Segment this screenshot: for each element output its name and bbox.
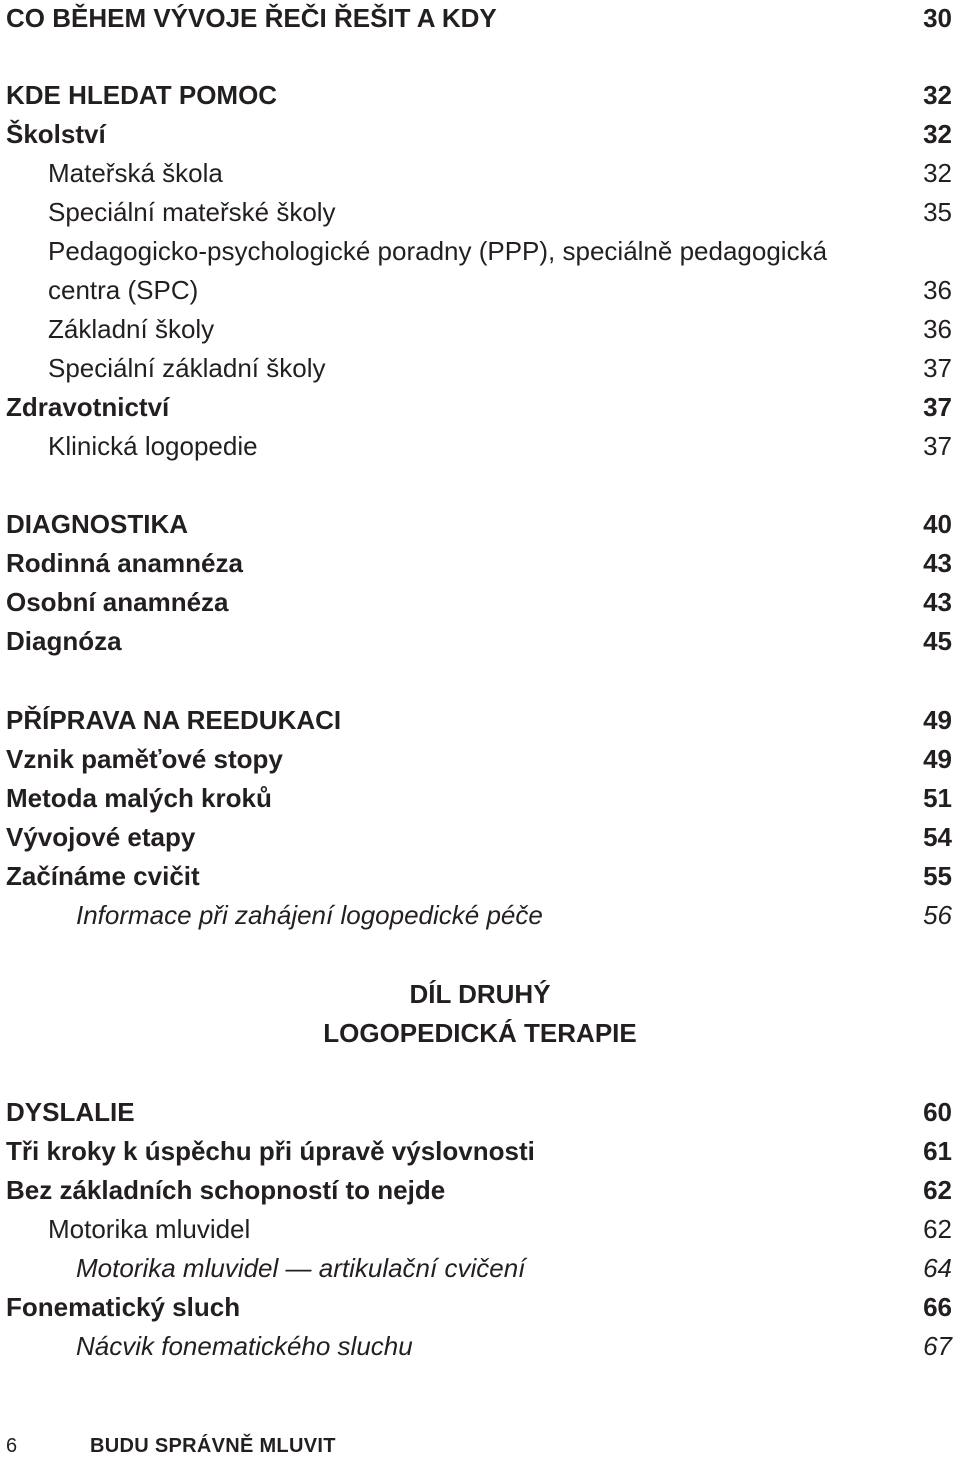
toc-entry [0,780,960,816]
toc-entry-page: 55 [923,861,952,891]
toc-entry [0,897,960,933]
toc-entry-title: Zdravotnictví [6,392,170,422]
toc-entry-title: centra (SPC) [48,275,199,305]
toc-entry [0,194,960,230]
toc-entry-title: KDE HLEDAT POMOC [6,80,278,110]
toc-entry [0,702,960,738]
toc-entry [0,1289,960,1325]
toc-entry-title: Bez základních schopností to nejde [6,1175,446,1205]
toc-entry-title: Motorika mluvidel [48,1214,251,1244]
toc-entry-title: Speciální základní školy [48,353,326,383]
toc-entry-title: Metoda malých kroků [6,783,272,813]
toc-entry [0,1250,960,1286]
footer-book-title: BUDU SPRÁVNĚ MLUVIT [90,1435,336,1457]
toc-entry-page: 35 [923,197,952,227]
toc-entry [0,77,960,113]
toc-entry-title: Klinická logopedie [48,431,258,461]
toc-entry [0,1211,960,1247]
toc-entry [0,741,960,777]
toc-entry-page: 37 [923,431,952,461]
toc-entry-title: Diagnóza [6,626,122,656]
toc-entry-page: 37 [923,392,952,422]
toc-entry-page: 60 [923,1097,952,1127]
toc-entry-page: 30 [923,3,952,33]
toc-entry-title: Vznik paměťové stopy [6,744,283,774]
toc-entry [0,233,960,269]
toc-entry-page: 43 [923,548,952,578]
toc-entry-title: CO BĚHEM VÝVOJE ŘEČI ŘEŠIT A KDY [6,3,497,33]
toc-entry-page: 49 [923,705,952,735]
toc-entry-page: 49 [923,744,952,774]
toc-entry-page: 45 [923,626,952,656]
toc-entry [0,311,960,347]
toc-entry-title: Nácvik fonematického sluchu [76,1331,413,1361]
toc-entry [0,584,960,620]
toc-entry [0,506,960,542]
toc-entry-page: 64 [923,1253,952,1283]
toc-entry-page: 51 [923,783,952,813]
toc-entry [0,1328,960,1364]
toc-entry-title: Fonematický sluch [6,1292,241,1322]
toc-entry-page: 36 [923,275,952,305]
toc-entry-page: 32 [923,158,952,188]
toc-entry-page: 43 [923,587,952,617]
toc-entry [0,0,960,36]
toc-entry-title: DIAGNOSTIKA [6,509,188,539]
toc-entry-page: 32 [923,119,952,149]
toc-entry-title: Školství [6,119,106,149]
toc-entry [0,428,960,464]
toc-entry-title: Tři kroky k úspěchu při úpravě výslovnosti [6,1136,535,1166]
toc-entry-title: Informace při zahájení logopedické péče [76,900,543,930]
toc-entry-page: 54 [923,822,952,852]
toc-entry-page: 56 [923,900,952,930]
toc-entry [0,819,960,855]
toc-entry-page: 67 [923,1331,952,1361]
toc-entry-title: Rodinná anamnéza [6,548,243,578]
toc-entry [0,545,960,581]
toc-entry [0,858,960,894]
toc-entry-title: Osobní anamnéza [6,587,229,617]
toc-entry-page: 40 [923,509,952,539]
toc-entry [0,1094,960,1130]
toc-entry-title: PŘÍPRAVA NA REEDUKACI [6,705,342,735]
toc-entry-page: 61 [923,1136,952,1166]
footer-page-number: 6 [6,1435,18,1457]
toc-entry-title: Pedagogicko-psychologické poradny (PPP), speciálně pedagogická [48,236,828,266]
toc-entry [0,1172,960,1208]
toc-entry-title: Mateřská škola [48,158,223,188]
toc-entry [0,389,960,425]
toc-entry-title: Speciální mateřské školy [48,197,336,227]
toc-entry-page: 36 [923,314,952,344]
toc-entry [0,623,960,659]
toc-entry-title: Začínáme cvičit [6,861,200,891]
toc-entry-page: 32 [923,80,952,110]
toc-entry-page: 62 [923,1214,952,1244]
toc-entry-title: Vývojové etapy [6,822,196,852]
toc-entry [0,116,960,152]
toc-entry-page: 66 [923,1292,952,1322]
toc-entry [0,155,960,191]
toc-entry [0,1133,960,1169]
toc-entry-page: 62 [923,1175,952,1205]
toc-entry-page: 37 [923,353,952,383]
part-subheading: LOGOPEDICKÁ TERAPIE [323,1018,637,1048]
toc-entry [0,272,960,308]
toc-entry-title: Základní školy [48,314,215,344]
toc-entry-title: Motorika mluvidel — artikulační cvičení [76,1253,526,1283]
part-heading: DÍL DRUHÝ [409,979,551,1009]
toc-entry [0,350,960,386]
toc-entry-title: DYSLALIE [6,1097,135,1127]
